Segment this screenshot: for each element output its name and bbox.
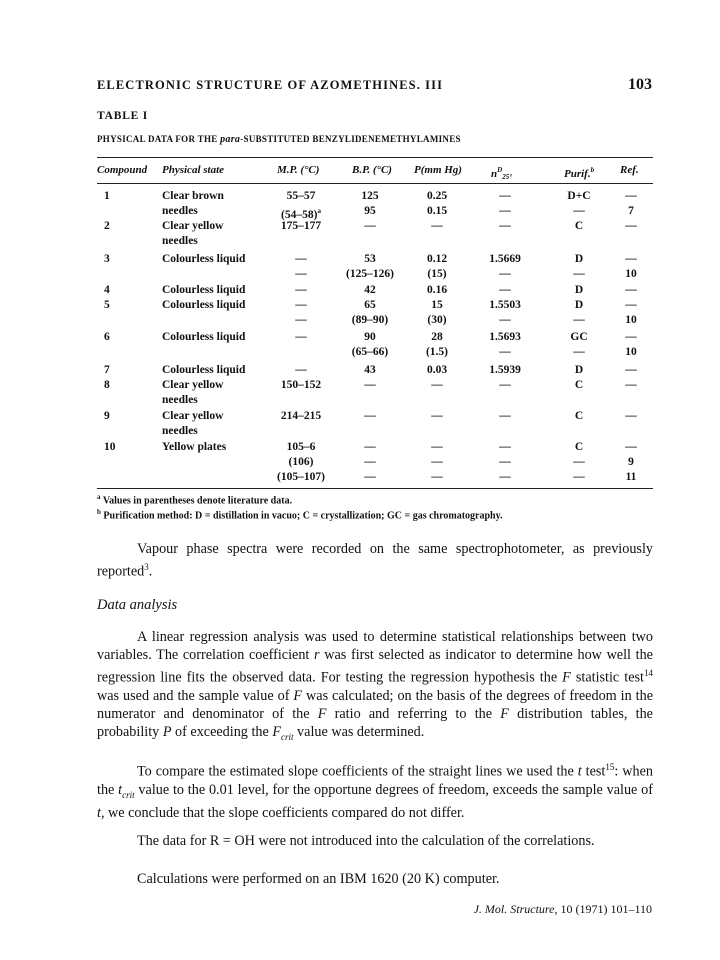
paragraph-computer: Calculations were performed on an IBM 1620 (20 K) computer. xyxy=(137,871,500,887)
cell-pressure: — xyxy=(431,456,443,468)
cell-pressure: 0.15 xyxy=(426,205,448,217)
cell-mp: — xyxy=(295,331,307,343)
cell-physical-state: needles xyxy=(162,235,198,247)
cell-purification: C xyxy=(574,220,584,232)
cell-bp: 90 xyxy=(364,331,376,343)
cell-mp: — xyxy=(295,314,307,326)
cell-mp: — xyxy=(295,284,307,296)
cell-physical-state: Yellow plates xyxy=(162,441,227,453)
cell-pressure: 0.12 xyxy=(426,253,448,265)
cell-purification: C xyxy=(574,441,584,453)
cell-refractive-index: — xyxy=(499,379,511,391)
table-header-rule xyxy=(97,183,653,184)
cell-purification: — xyxy=(573,314,585,326)
page-number: 103 xyxy=(628,76,652,93)
cell-mp: 150–152 xyxy=(280,379,322,391)
cell-refractive-index: 1.5939 xyxy=(489,364,521,376)
cell-reference: 10 xyxy=(625,268,637,280)
cell-pressure: — xyxy=(431,471,443,483)
cell-refractive-index: — xyxy=(499,410,511,422)
footnote-a: $^a$ Values in parentheses denote literature data. xyxy=(97,493,293,507)
cell-refractive-index: 1.5503 xyxy=(489,299,521,311)
cell-purification: C xyxy=(574,410,584,422)
cell-refractive-index: — xyxy=(499,190,511,202)
cell-bp: (125–126) xyxy=(346,268,394,280)
cell-mp: 105–6 xyxy=(286,441,316,453)
cell-purification: — xyxy=(573,205,585,217)
col-refractive-index: $n^D_{25^\circ}$ xyxy=(491,166,512,181)
cell-reference: 10 xyxy=(625,346,637,358)
cell-physical-state: Clear yellow xyxy=(162,220,224,232)
cell-refractive-index: — xyxy=(499,268,511,280)
col-physical-state: Physical state xyxy=(162,164,225,176)
cell-physical-state: needles xyxy=(162,425,198,437)
cell-purification: D xyxy=(574,364,584,376)
cell-purification: — xyxy=(573,471,585,483)
paragraph-regression: A linear regression analysis was used to determine statistical relationships between two variables. The correlation coefficient r was first selected as indicator to determine how well the regression line fits the observed data. For testing the regression hypothesis the F statistic test$^{14}$ was used and the sample value of F was calculated; on the basis of the degrees of freedom in the numerator and denominator of the F ratio and referring to the F distribution tables, the probability P of exceeding the $F_{crit}$ value was determined. xyxy=(97,629,653,742)
cell-mp: 175–177 xyxy=(280,220,322,232)
cell-reference: — xyxy=(625,284,637,296)
cell-pressure: 0.16 xyxy=(426,284,448,296)
cell-refractive-index: 1.5669 xyxy=(489,253,521,265)
cell-physical-state: Colourless liquid xyxy=(162,284,246,296)
cell-compound: 5 xyxy=(104,299,110,311)
cell-reference: 10 xyxy=(625,314,637,326)
cell-compound: 9 xyxy=(104,410,110,422)
col-bp: B.P. (°C) xyxy=(352,164,392,176)
cell-reference: 11 xyxy=(625,471,637,483)
cell-bp: — xyxy=(364,441,376,453)
cell-physical-state: needles xyxy=(162,394,198,406)
cell-bp: — xyxy=(364,471,376,483)
cell-mp: 214–215 xyxy=(280,410,322,422)
cell-pressure: — xyxy=(431,220,443,232)
cell-physical-state: Colourless liquid xyxy=(162,253,246,265)
cell-purification: — xyxy=(573,456,585,468)
cell-reference: — xyxy=(625,190,637,202)
cell-mp: — xyxy=(295,299,307,311)
cell-pressure: 0.25 xyxy=(426,190,448,202)
table-bottom-rule xyxy=(97,488,653,489)
paragraph-oh-data: The data for R = OH were not introduced into the calculation of the correlations. xyxy=(137,833,595,849)
cell-purification: — xyxy=(573,346,585,358)
table-top-rule xyxy=(97,157,653,158)
footnote-b: $^b$ Purification method: D = distillation in vacuo; C = crystallization; GC = gas chromatography. xyxy=(97,508,503,522)
col-purification: Purif.$^b$ xyxy=(564,166,595,180)
cell-pressure: (30) xyxy=(427,314,447,326)
cell-reference: 9 xyxy=(628,456,634,468)
cell-physical-state: Colourless liquid xyxy=(162,364,246,376)
table-label: TABLE I xyxy=(97,110,149,122)
cell-bp: 53 xyxy=(364,253,376,265)
cell-mp: — xyxy=(295,253,307,265)
cell-purification: GC xyxy=(570,331,588,343)
cell-compound: 8 xyxy=(104,379,110,391)
section-title: Data analysis xyxy=(97,597,178,613)
cell-compound: 3 xyxy=(104,253,110,265)
cell-mp: 55–57 xyxy=(286,190,316,202)
cell-reference: — xyxy=(625,220,637,232)
cell-reference: — xyxy=(625,441,637,453)
cell-refractive-index: 1.5693 xyxy=(489,331,521,343)
cell-bp: — xyxy=(364,410,376,422)
cell-bp: (65–66) xyxy=(351,346,389,358)
cell-physical-state: Clear yellow xyxy=(162,379,224,391)
cell-refractive-index: — xyxy=(499,471,511,483)
cell-purification: D+C xyxy=(567,190,591,202)
cell-purification: C xyxy=(574,379,584,391)
cell-purification: D xyxy=(574,284,584,296)
cell-refractive-index: — xyxy=(499,456,511,468)
cell-physical-state: Clear yellow xyxy=(162,410,224,422)
col-mp: M.P. (°C) xyxy=(277,164,320,176)
cell-pressure: 28 xyxy=(431,331,443,343)
cell-bp: 95 xyxy=(364,205,376,217)
col-compound: Compound xyxy=(97,164,148,176)
cell-reference: — xyxy=(625,410,637,422)
cell-mp: — xyxy=(295,364,307,376)
cell-bp: 125 xyxy=(361,190,379,202)
cell-bp: 43 xyxy=(364,364,376,376)
cell-purification: — xyxy=(573,268,585,280)
cell-physical-state: Colourless liquid xyxy=(162,331,246,343)
cell-compound: 6 xyxy=(104,331,110,343)
cell-physical-state: needles xyxy=(162,205,198,217)
cell-pressure: — xyxy=(431,379,443,391)
cell-pressure: — xyxy=(431,410,443,422)
cell-purification: D xyxy=(574,299,584,311)
cell-compound: 10 xyxy=(104,441,116,453)
journal-citation: J. Mol. Structure, 10 (1971) 101–110 xyxy=(473,902,652,916)
cell-reference: — xyxy=(625,364,637,376)
cell-bp: — xyxy=(364,379,376,391)
cell-purification: D xyxy=(574,253,584,265)
cell-refractive-index: — xyxy=(499,205,511,217)
paragraph-slope-test: To compare the estimated slope coefficients of the straight lines we used the t test$^{15}$: when the $t_{crit}$ value to the 0.01 level, for the opportune degrees of freedom, exceeds the sample value of t, we conclude that the slope coefficients compared do not differ. xyxy=(97,762,654,821)
cell-bp: (89–90) xyxy=(351,314,389,326)
cell-refractive-index: — xyxy=(499,441,511,453)
cell-pressure: 15 xyxy=(431,299,443,311)
cell-reference: — xyxy=(625,299,637,311)
cell-pressure: 0.03 xyxy=(426,364,448,376)
cell-physical-state: Clear brown xyxy=(162,190,224,202)
cell-pressure: (1.5) xyxy=(425,346,449,358)
cell-bp: 42 xyxy=(364,284,376,296)
running-head xyxy=(97,76,652,96)
cell-bp: — xyxy=(364,220,376,232)
col-pressure: P(mm Hg) xyxy=(414,164,462,176)
cell-refractive-index: — xyxy=(499,314,511,326)
cell-compound: 2 xyxy=(104,220,110,232)
cell-reference: — xyxy=(625,331,637,343)
cell-refractive-index: — xyxy=(499,346,511,358)
cell-pressure: — xyxy=(431,441,443,453)
cell-physical-state: Colourless liquid xyxy=(162,299,246,311)
cell-reference: — xyxy=(625,253,637,265)
cell-reference: — xyxy=(625,379,637,391)
cell-refractive-index: — xyxy=(499,220,511,232)
paragraph-vapour-phase: Vapour phase spectra were recorded on the same spectrophotometer, as previously reported$^3$. xyxy=(97,541,653,580)
cell-refractive-index: — xyxy=(499,284,511,296)
table-caption: PHYSICAL DATA FOR THE para-SUBSTITUTED BENZYLIDENEMETHYLAMINES xyxy=(97,134,461,145)
cell-mp: (105–107) xyxy=(277,471,325,483)
cell-bp: — xyxy=(364,456,376,468)
cell-compound: 1 xyxy=(104,190,110,202)
cell-mp: (106) xyxy=(288,456,314,468)
cell-pressure: (15) xyxy=(427,268,447,280)
cell-mp: $(54-58)^a$ xyxy=(281,207,321,221)
cell-compound: 4 xyxy=(104,284,110,296)
cell-bp: 65 xyxy=(364,299,376,311)
mp-footnote-mark: a xyxy=(317,207,321,215)
cell-mp: — xyxy=(295,268,307,280)
col-reference: Ref. xyxy=(620,164,639,176)
running-title: ELECTRONIC STRUCTURE OF AZOMETHINES. III xyxy=(97,78,444,92)
cell-compound: 7 xyxy=(104,364,110,376)
cell-reference: 7 xyxy=(628,205,634,217)
